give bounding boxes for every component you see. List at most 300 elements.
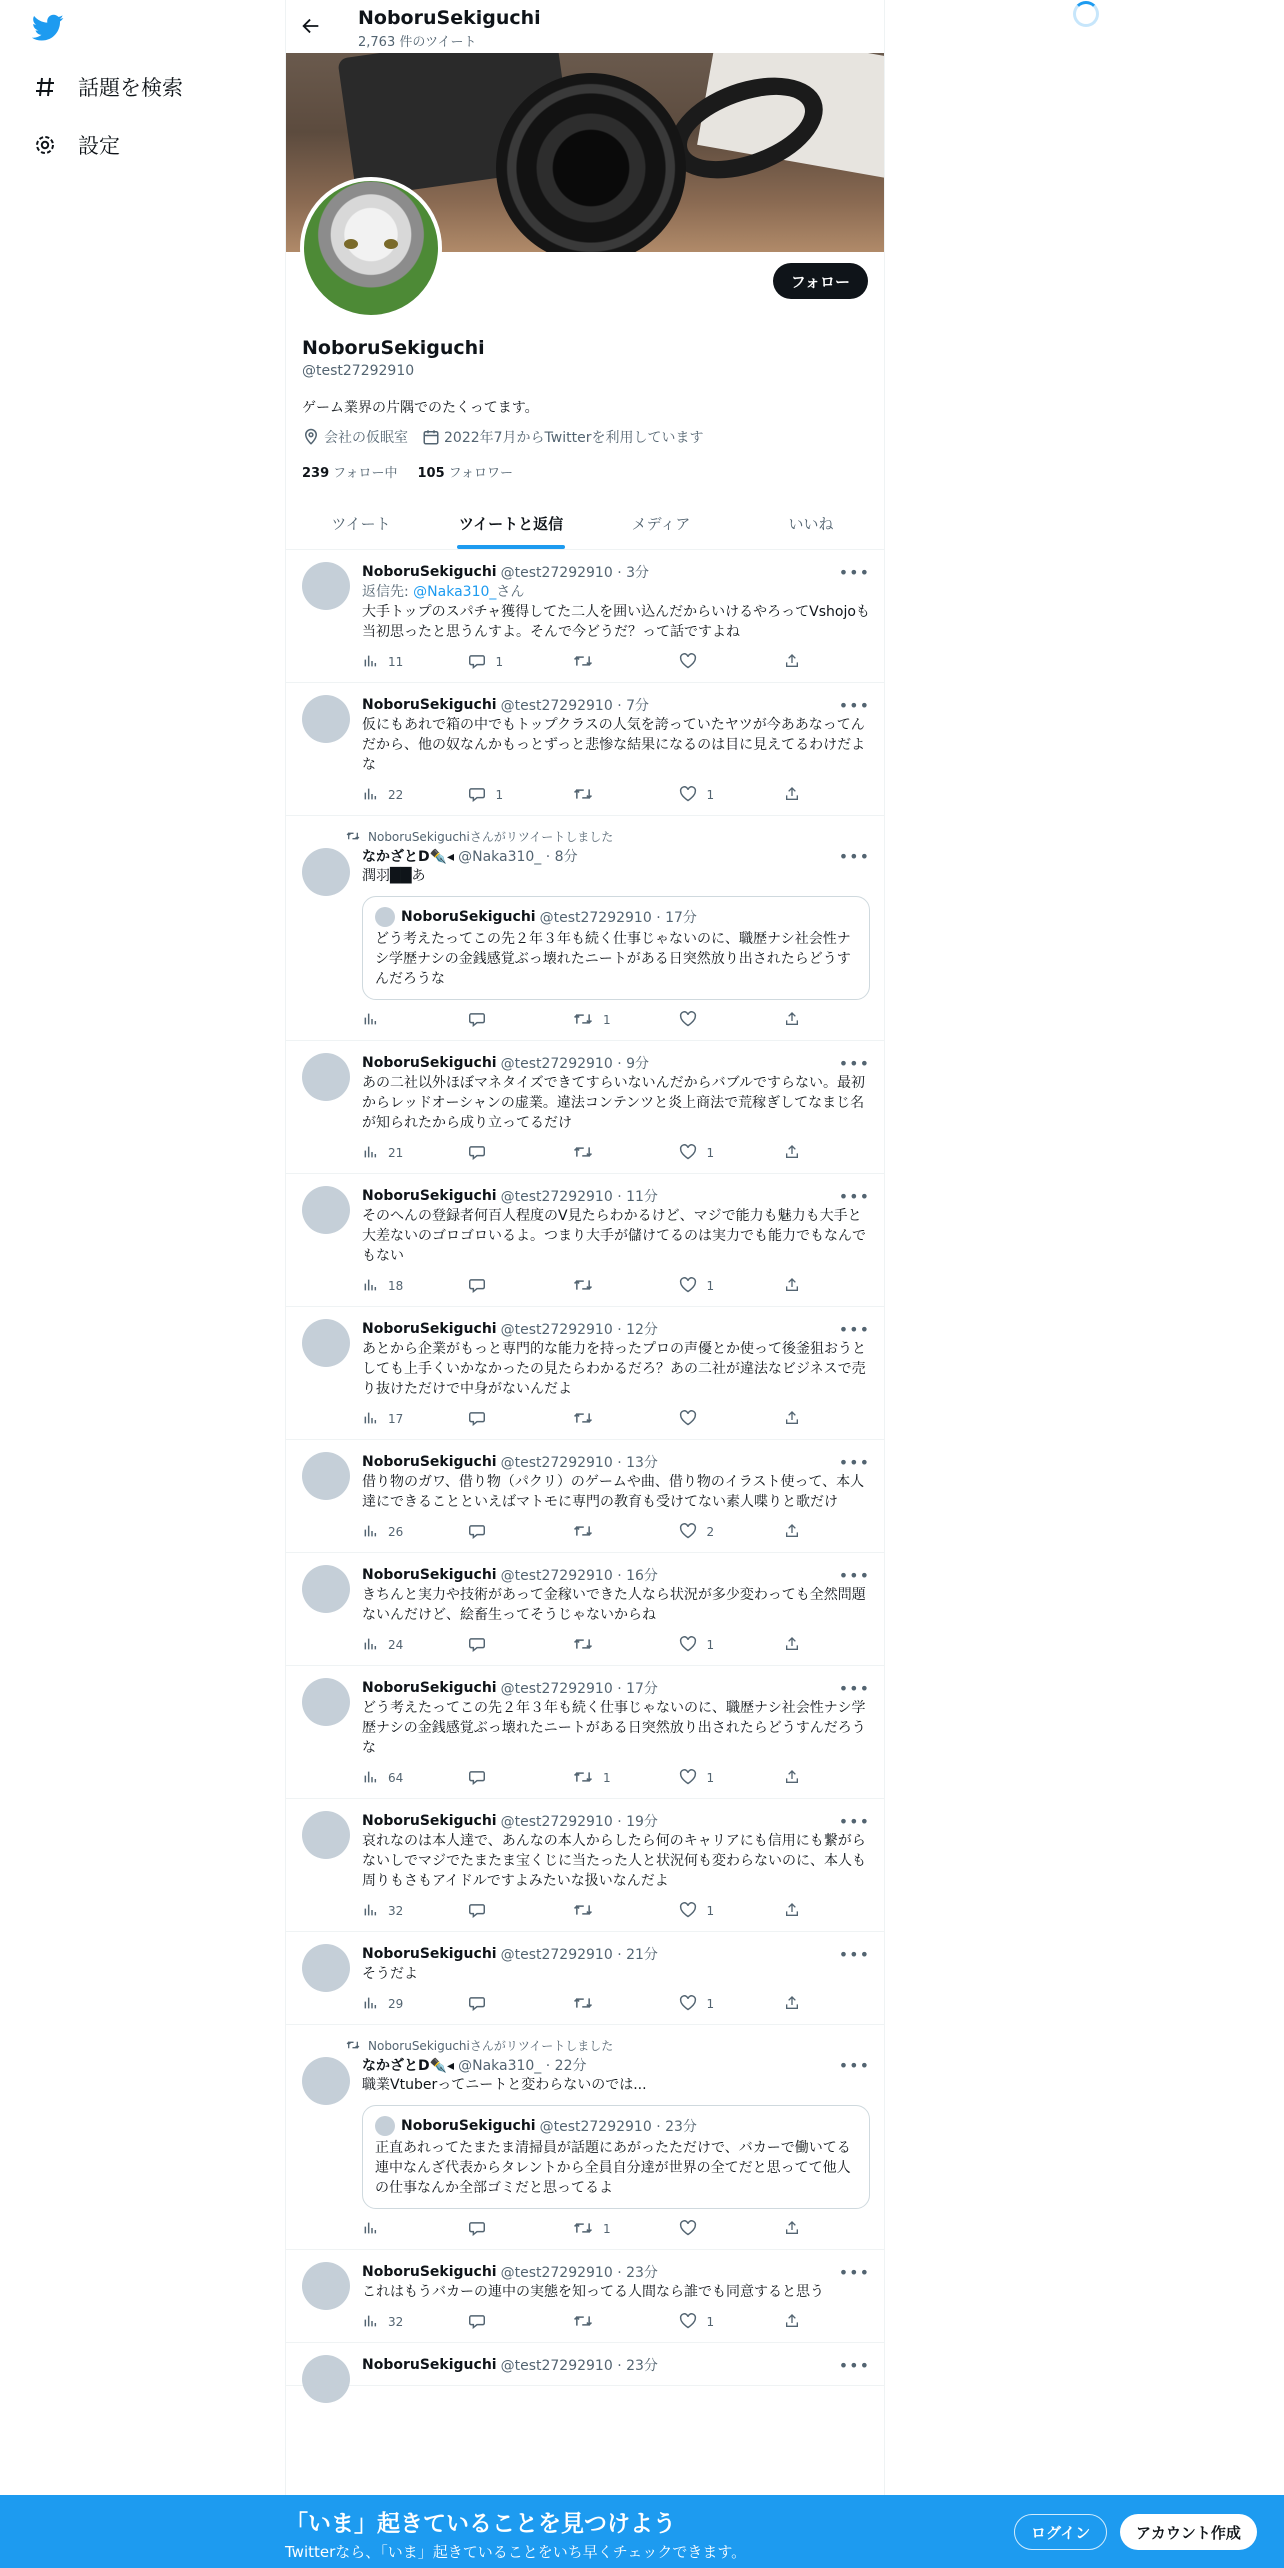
more-icon[interactable]: ••• (838, 2262, 870, 2282)
heart-icon (679, 1277, 707, 1296)
retweet-icon (573, 1277, 603, 1296)
like-button[interactable] (679, 1144, 785, 1163)
tab-tweets[interactable]: ツイート (331, 514, 391, 533)
heart-icon (679, 1144, 707, 1163)
author-name[interactable]: なかざとD✒️◂ (362, 2058, 455, 2074)
views-button[interactable] (362, 786, 468, 805)
tweet-actions (362, 652, 870, 672)
reply-to-suffix: さん (496, 584, 525, 600)
twitter-bird-icon[interactable] (32, 14, 64, 42)
quoted-author-name: NoboruSekiguchi (401, 2118, 536, 2134)
location-icon (302, 428, 320, 446)
views-button[interactable] (362, 1144, 468, 1163)
like-count: 1 (706, 1146, 715, 1160)
like-button[interactable] (679, 2220, 785, 2239)
author-name[interactable]: NoboruSekiguchi (362, 697, 497, 713)
views-icon (362, 1011, 388, 1030)
tweet-header (362, 695, 870, 715)
tweet[interactable] (286, 1174, 885, 1307)
tweet-text: どう考えたってこの先２年３年も続く仕事じゃないのに、職歴ナシ社会性ナシ学歴ナシの金銭感覚ぶっ壊れたニートがある日突然放り出されたらどうすんだろうな (362, 1700, 866, 1756)
like-button[interactable] (679, 1769, 785, 1788)
views-icon (362, 1144, 388, 1163)
tweet-feed (286, 550, 885, 2386)
retweet-button[interactable] (573, 1636, 679, 1655)
profile-avatar[interactable] (300, 177, 442, 319)
heart-icon (679, 786, 707, 805)
share-button[interactable] (784, 1523, 810, 1542)
share-button[interactable] (784, 1636, 810, 1655)
views-count: 18 (388, 1279, 404, 1293)
reply-button[interactable] (468, 2220, 574, 2239)
tweet-header (362, 846, 870, 866)
avatar[interactable] (302, 1678, 350, 1726)
heart-icon (679, 653, 707, 672)
calendar-icon (422, 428, 440, 446)
views-button[interactable] (362, 1902, 468, 1921)
author-name[interactable]: NoboruSekiguchi (362, 1188, 497, 1204)
tweet-header (362, 1811, 870, 1831)
signup-button[interactable]: アカウント作成 (1120, 2514, 1257, 2550)
more-icon[interactable]: ••• (838, 1678, 870, 1698)
share-button[interactable] (784, 1011, 810, 1030)
tweet-content (362, 846, 870, 1030)
author-handle-time: @Naka310_ · 8分 (458, 849, 578, 865)
tweet[interactable] (286, 683, 885, 816)
profile-header (286, 0, 885, 53)
views-count: 11 (388, 655, 404, 669)
share-icon (784, 1636, 810, 1655)
share-button[interactable] (784, 1277, 810, 1296)
tweet[interactable] (286, 1932, 885, 2025)
avatar[interactable] (302, 1186, 350, 1234)
tweet-header (362, 1452, 870, 1472)
more-icon[interactable]: ••• (838, 1944, 870, 1964)
tweet[interactable] (286, 1307, 885, 1440)
reply-icon (468, 2220, 496, 2239)
avatar[interactable] (302, 1944, 350, 1992)
author-handle-time: @Naka310_ · 22分 (458, 2058, 587, 2074)
nav-explore[interactable] (32, 72, 183, 102)
views-count: 17 (388, 1412, 404, 1426)
like-count: 1 (706, 2315, 715, 2329)
more-icon[interactable]: ••• (838, 695, 870, 715)
tweet-content (362, 695, 870, 805)
like-count: 2 (706, 1525, 715, 1539)
like-count: 1 (706, 1904, 715, 1918)
reply-icon (468, 2313, 496, 2332)
heart-icon (679, 1995, 707, 2014)
views-icon (362, 653, 388, 672)
nav-explore-label: 話題を検索 (78, 76, 183, 100)
tweet-text: あの二社以外ほぼマネタイズできてすらいないんだからバブルですらない。最初からレッドオーシャンの虚業。違法コンテンツと炎上商法で荒稼ぎしてなまじ名が知られたから成り立ってるだけ (362, 1075, 866, 1131)
retweet-icon (573, 786, 603, 805)
retweet-icon (346, 830, 360, 842)
author-name[interactable]: NoboruSekiguchi (362, 1321, 497, 1337)
reply-button[interactable] (468, 1902, 574, 1921)
quoted-tweet-text: どう考えたってこの先２年３年も続く仕事じゃないのに、職歴ナシ社会性ナシ学歴ナシの金銭感覚ぶっ壊れたニートがある日突然放り出されたらどうすんだろうな (375, 931, 851, 987)
retweet-count: 1 (603, 2222, 611, 2236)
reply-button[interactable] (468, 1144, 574, 1163)
more-icon[interactable]: ••• (838, 1452, 870, 1472)
author-name[interactable]: NoboruSekiguchi (362, 1567, 497, 1583)
views-icon (362, 1410, 388, 1429)
tweet[interactable] (286, 816, 885, 1041)
author-handle-time: @test27292910 · 11分 (500, 1189, 658, 1205)
views-icon (362, 1769, 388, 1788)
retweet-button[interactable] (573, 1144, 679, 1163)
avatar[interactable] (302, 2262, 350, 2310)
heart-icon (679, 1011, 707, 1030)
retweet-icon (573, 1769, 603, 1788)
tweet[interactable] (286, 550, 885, 683)
views-button[interactable] (362, 653, 468, 672)
author-handle-time: @test27292910 · 9分 (500, 1056, 649, 1072)
avatar[interactable] (302, 1811, 350, 1859)
retweet-count: 1 (603, 1013, 611, 1027)
author-name[interactable]: NoboruSekiguchi (362, 1813, 497, 1829)
more-icon[interactable]: ••• (838, 1565, 870, 1585)
quoted-avatar (375, 2116, 395, 2136)
tweet-text: そうだよ (362, 1966, 418, 1982)
avatar[interactable] (302, 2355, 350, 2403)
author-handle-time: @test27292910 · 12分 (500, 1322, 658, 1338)
tweet-header (362, 1319, 870, 1339)
tab-tweets-and-replies[interactable]: ツイートと返信 (436, 497, 586, 549)
views-button[interactable] (362, 1410, 468, 1429)
following-link[interactable]: 239 フォロー中 (302, 466, 398, 481)
share-button[interactable] (784, 1769, 810, 1788)
reply-icon (468, 1902, 496, 1921)
author-name[interactable]: なかざとD✒️◂ (362, 849, 455, 865)
loading-spinner-icon (1073, 1, 1099, 27)
share-button[interactable] (784, 786, 810, 805)
tweet-header (362, 1944, 870, 1964)
retweet-icon (573, 1995, 603, 2014)
tweet-text: 職業Vtuberってニートと変わらないのでは... (362, 2077, 647, 2093)
tweet[interactable] (286, 2343, 885, 2386)
tweet-actions (362, 1010, 870, 1030)
share-icon (784, 1523, 810, 1542)
share-icon (784, 2313, 810, 2332)
views-button[interactable] (362, 1995, 468, 2014)
like-count: 1 (706, 788, 715, 802)
share-button[interactable] (784, 1995, 810, 2014)
avatar[interactable] (302, 1565, 350, 1613)
retweet-icon (573, 1144, 603, 1163)
retweeted-by-label: NoboruSekiguchiさんがリツイートしました (368, 2038, 614, 2053)
like-button[interactable] (679, 1277, 785, 1296)
like-button[interactable] (679, 1410, 785, 1429)
tab-media[interactable]: メディア (631, 514, 691, 533)
retweet-button[interactable] (573, 1523, 679, 1542)
retweeted-by (346, 2037, 870, 2053)
retweet-icon (573, 1410, 603, 1429)
avatar[interactable] (302, 1319, 350, 1367)
views-count: 21 (388, 1146, 404, 1160)
retweet-icon (573, 1011, 603, 1030)
signup-banner (0, 2495, 1284, 2568)
avatar[interactable] (302, 695, 350, 743)
tweet-header (362, 2262, 870, 2282)
header-name: NoboruSekiguchi (358, 7, 541, 29)
quoted-tweet[interactable] (362, 896, 870, 1000)
heart-icon (679, 1769, 707, 1788)
like-count: 1 (706, 1279, 715, 1293)
reply-icon (468, 1523, 496, 1542)
retweet-icon (573, 1636, 603, 1655)
avatar[interactable] (302, 562, 350, 610)
tweet-header (362, 1678, 870, 1698)
tweet[interactable] (286, 1440, 885, 1553)
share-button[interactable] (784, 1144, 810, 1163)
reply-button[interactable] (468, 1410, 574, 1429)
like-button[interactable] (679, 1636, 785, 1655)
like-button[interactable] (679, 1011, 785, 1030)
views-icon (362, 1523, 388, 1542)
reply-button[interactable] (468, 1636, 574, 1655)
views-button[interactable] (362, 1523, 468, 1542)
login-button[interactable]: ログイン (1014, 2514, 1107, 2550)
share-button[interactable] (784, 2313, 810, 2332)
reply-icon (468, 1769, 496, 1788)
retweet-count: 1 (603, 1771, 611, 1785)
reply-button[interactable] (468, 1523, 574, 1542)
like-button[interactable] (679, 2313, 785, 2332)
tweet-text: 大手トップのスパチャ獲得してた二人を囲い込んだからいけるやろってVshojoも当初思ったと思うんすよ。そんで今どうだ？って話ですよね (362, 604, 870, 640)
more-icon[interactable]: ••• (838, 2355, 870, 2375)
author-handle-time: @test27292910 · 3分 (500, 565, 649, 581)
author-name[interactable]: NoboruSekiguchi (362, 2357, 497, 2373)
tweet-content (362, 1944, 870, 2014)
profile-name: NoboruSekiguchi (302, 337, 485, 359)
tweet-content (362, 1678, 870, 1788)
tweet-header (362, 2055, 870, 2075)
share-icon (784, 1995, 810, 2014)
reply-icon (468, 1995, 496, 2014)
views-icon (362, 1636, 388, 1655)
share-icon (784, 1011, 810, 1030)
more-icon[interactable]: ••• (838, 562, 870, 582)
reply-button[interactable] (468, 2313, 574, 2332)
views-button[interactable] (362, 2220, 468, 2239)
tweet-text: 潤羽██あ (362, 868, 426, 884)
share-icon (784, 1769, 810, 1788)
tweet[interactable] (286, 2025, 885, 2250)
tweet-actions (362, 1143, 870, 1163)
reply-to-handle[interactable]: @Naka310_ (413, 584, 497, 600)
tweet-content (362, 1186, 870, 1296)
tweet[interactable] (286, 2250, 885, 2343)
retweeted-by-label: NoboruSekiguchiさんがリツイートしました (368, 829, 614, 844)
tweet[interactable] (286, 1799, 885, 1932)
retweet-button[interactable] (573, 1277, 679, 1296)
share-button[interactable] (784, 2220, 810, 2239)
tweet-text: 借り物のガワ、借り物（パクリ）のゲームや曲、借り物のイラスト使って、本人達にできることといえばマトモに専門の教育も受けてない素人喋りと歌だけ (362, 1474, 865, 1510)
avatar[interactable] (302, 1452, 350, 1500)
profile-handle: @test27292910 (302, 363, 415, 379)
heart-icon (679, 2313, 707, 2332)
more-icon[interactable]: ••• (838, 1319, 870, 1339)
quoted-tweet-text: 正直あれってたまたま清掃員が話題にあがったただけで、バカーで働いてる連中なんざ代表からタレントから全員自分達が世界の全てだと思ってて他人の仕事なんか全部ゴミだと思ってるよ (375, 2140, 851, 2196)
like-button[interactable] (679, 1995, 785, 2014)
views-button[interactable] (362, 1011, 468, 1030)
profile-location: 会社の仮眠室 (324, 430, 408, 446)
followers-link[interactable]: 105 フォロワー (417, 466, 513, 481)
reply-button[interactable] (468, 1011, 574, 1030)
views-count: 29 (388, 1997, 404, 2011)
more-icon[interactable]: ••• (838, 1811, 870, 1831)
retweet-button[interactable] (573, 1769, 679, 1788)
heart-icon (679, 1902, 707, 1921)
views-button[interactable] (362, 1769, 468, 1788)
like-count: 1 (706, 1638, 715, 1652)
tweet-actions (362, 1635, 870, 1655)
more-icon[interactable]: ••• (838, 1053, 870, 1073)
profile-joined: 2022年7月からTwitterを利用しています (444, 430, 704, 446)
tweet-content (362, 1811, 870, 1921)
tweet-text: 哀れなのは本人達で、あんなの本人からしたら何のキャリアにも信用にも繋がらないしでマジでたまたま宝くじに当たった人と状況何も変わらないのに、本人も周りもさもアイドルですよみたいな扱いなんだよ (362, 1833, 866, 1889)
share-icon (784, 1277, 810, 1296)
heart-icon (679, 1410, 707, 1429)
share-button[interactable] (784, 1410, 810, 1429)
retweet-button[interactable] (573, 1410, 679, 1429)
reply-button[interactable] (468, 1277, 574, 1296)
tab-likes[interactable]: いいね (788, 514, 834, 533)
avatar[interactable] (302, 1053, 350, 1101)
retweet-icon (573, 1523, 603, 1542)
author-name[interactable]: NoboruSekiguchi (362, 1946, 497, 1962)
author-handle-time: @test27292910 · 23分 (500, 2358, 658, 2374)
retweet-button[interactable] (573, 653, 679, 672)
views-icon (362, 1902, 388, 1921)
reply-button[interactable] (468, 653, 574, 672)
tweet-content (362, 2262, 870, 2332)
reply-icon (468, 1636, 496, 1655)
tweet-text: そのへんの登録者何百人程度のV見たらわかるけど、マジで能力も魅力も大手と大差ないのゴロゴロいるよ。つまり大手が儲けてるのは実力でも能力でもなんでもない (362, 1208, 866, 1264)
retweet-button[interactable] (573, 2220, 679, 2239)
tweet-content (362, 2355, 870, 2375)
tweet-content (362, 1319, 870, 1429)
reply-icon (468, 1011, 496, 1030)
tweet-actions (362, 1276, 870, 1296)
main-column (285, 0, 885, 2568)
retweet-icon (346, 2039, 360, 2051)
share-icon (784, 653, 810, 672)
tweet-content (362, 562, 870, 672)
views-icon (362, 786, 388, 805)
views-count: 32 (388, 1904, 404, 1918)
avatar[interactable] (302, 2057, 350, 2105)
share-icon (784, 2220, 810, 2239)
quoted-tweet-header (375, 907, 857, 927)
tweet-text: 仮にもあれで箱の中でもトップクラスの人気を誇っていたヤツが今ああなってんだから、他の奴なんかもっとずっと悲惨な結果になるのは目に見えてるわけだよな (362, 717, 866, 773)
share-button[interactable] (784, 1902, 810, 1921)
like-button[interactable] (679, 786, 785, 805)
retweet-button[interactable] (573, 786, 679, 805)
author-name[interactable]: NoboruSekiguchi (362, 564, 497, 580)
reply-button[interactable] (468, 1995, 574, 2014)
more-icon[interactable]: ••• (838, 2055, 870, 2075)
profile-meta (302, 427, 717, 447)
author-name[interactable]: NoboruSekiguchi (362, 1055, 497, 1071)
tweet-actions (362, 1409, 870, 1429)
views-icon (362, 2220, 388, 2239)
follow-button[interactable]: フォロー (773, 263, 868, 299)
reply-button[interactable] (468, 1769, 574, 1788)
reply-icon (468, 1144, 496, 1163)
tweet-header (362, 1053, 870, 1073)
retweeted-by (346, 828, 870, 844)
retweet-button[interactable] (573, 2313, 679, 2332)
like-button[interactable] (679, 1523, 785, 1542)
quoted-tweet[interactable] (362, 2105, 870, 2209)
tweet[interactable] (286, 1666, 885, 1799)
author-name[interactable]: NoboruSekiguchi (362, 1680, 497, 1696)
reply-icon (468, 786, 496, 805)
tweet-actions (362, 785, 870, 805)
tweet-text: あとから企業がもっと専門的な能力を持ったプロの声優とか使って後釜狙おうとしても上手くいかなかったの見たらわかるだろ？あの二社が違法なビジネスで売り抜けただけで中身がないんだよ (362, 1341, 866, 1397)
tweet[interactable] (286, 1041, 885, 1174)
views-button[interactable] (362, 2313, 468, 2332)
retweet-icon (573, 653, 603, 672)
tweet-actions (362, 2312, 870, 2332)
like-button[interactable] (679, 1902, 785, 1921)
like-button[interactable] (679, 653, 785, 672)
left-nav (0, 0, 285, 2568)
profile-follow-stats (302, 462, 533, 481)
quoted-tweet-header (375, 2116, 857, 2136)
more-icon[interactable]: ••• (838, 846, 870, 866)
reply-count: 1 (495, 655, 504, 669)
share-button[interactable] (784, 653, 810, 672)
reply-count: 1 (495, 788, 504, 802)
tweet[interactable] (286, 1553, 885, 1666)
tweet-actions (362, 1901, 870, 1921)
views-button[interactable] (362, 1636, 468, 1655)
reply-icon (468, 1277, 496, 1296)
quoted-author-name: NoboruSekiguchi (401, 909, 536, 925)
tweet-header (362, 562, 870, 582)
share-icon (784, 786, 810, 805)
author-handle-time: @test27292910 · 16分 (500, 1568, 658, 1584)
reply-button[interactable] (468, 786, 574, 805)
heart-icon (679, 1523, 707, 1542)
nav-settings-label: 設定 (78, 134, 120, 158)
retweet-button[interactable] (573, 1902, 679, 1921)
reply-icon (468, 653, 496, 672)
views-icon (362, 1995, 388, 2014)
views-count: 64 (388, 1771, 404, 1785)
retweet-button[interactable] (573, 1995, 679, 2014)
heart-icon (679, 1636, 707, 1655)
avatar[interactable] (302, 848, 350, 896)
back-arrow-icon[interactable] (300, 15, 324, 39)
retweet-button[interactable] (573, 1011, 679, 1030)
author-name[interactable]: NoboruSekiguchi (362, 1454, 497, 1470)
like-count: 1 (706, 1997, 715, 2011)
signup-banner-title: 「いま」起きていることを見つけよう (285, 2511, 676, 2537)
profile-tabs (286, 497, 885, 550)
more-icon[interactable]: ••• (838, 1186, 870, 1206)
nav-settings[interactable] (32, 130, 120, 160)
tweet-content (362, 1053, 870, 1163)
quoted-author-handle-time: @test27292910 · 17分 (539, 910, 697, 926)
views-count: 26 (388, 1525, 404, 1539)
share-icon (784, 1410, 810, 1429)
views-button[interactable] (362, 1277, 468, 1296)
author-name[interactable]: NoboruSekiguchi (362, 2264, 497, 2280)
tweet-actions (362, 1522, 870, 1542)
